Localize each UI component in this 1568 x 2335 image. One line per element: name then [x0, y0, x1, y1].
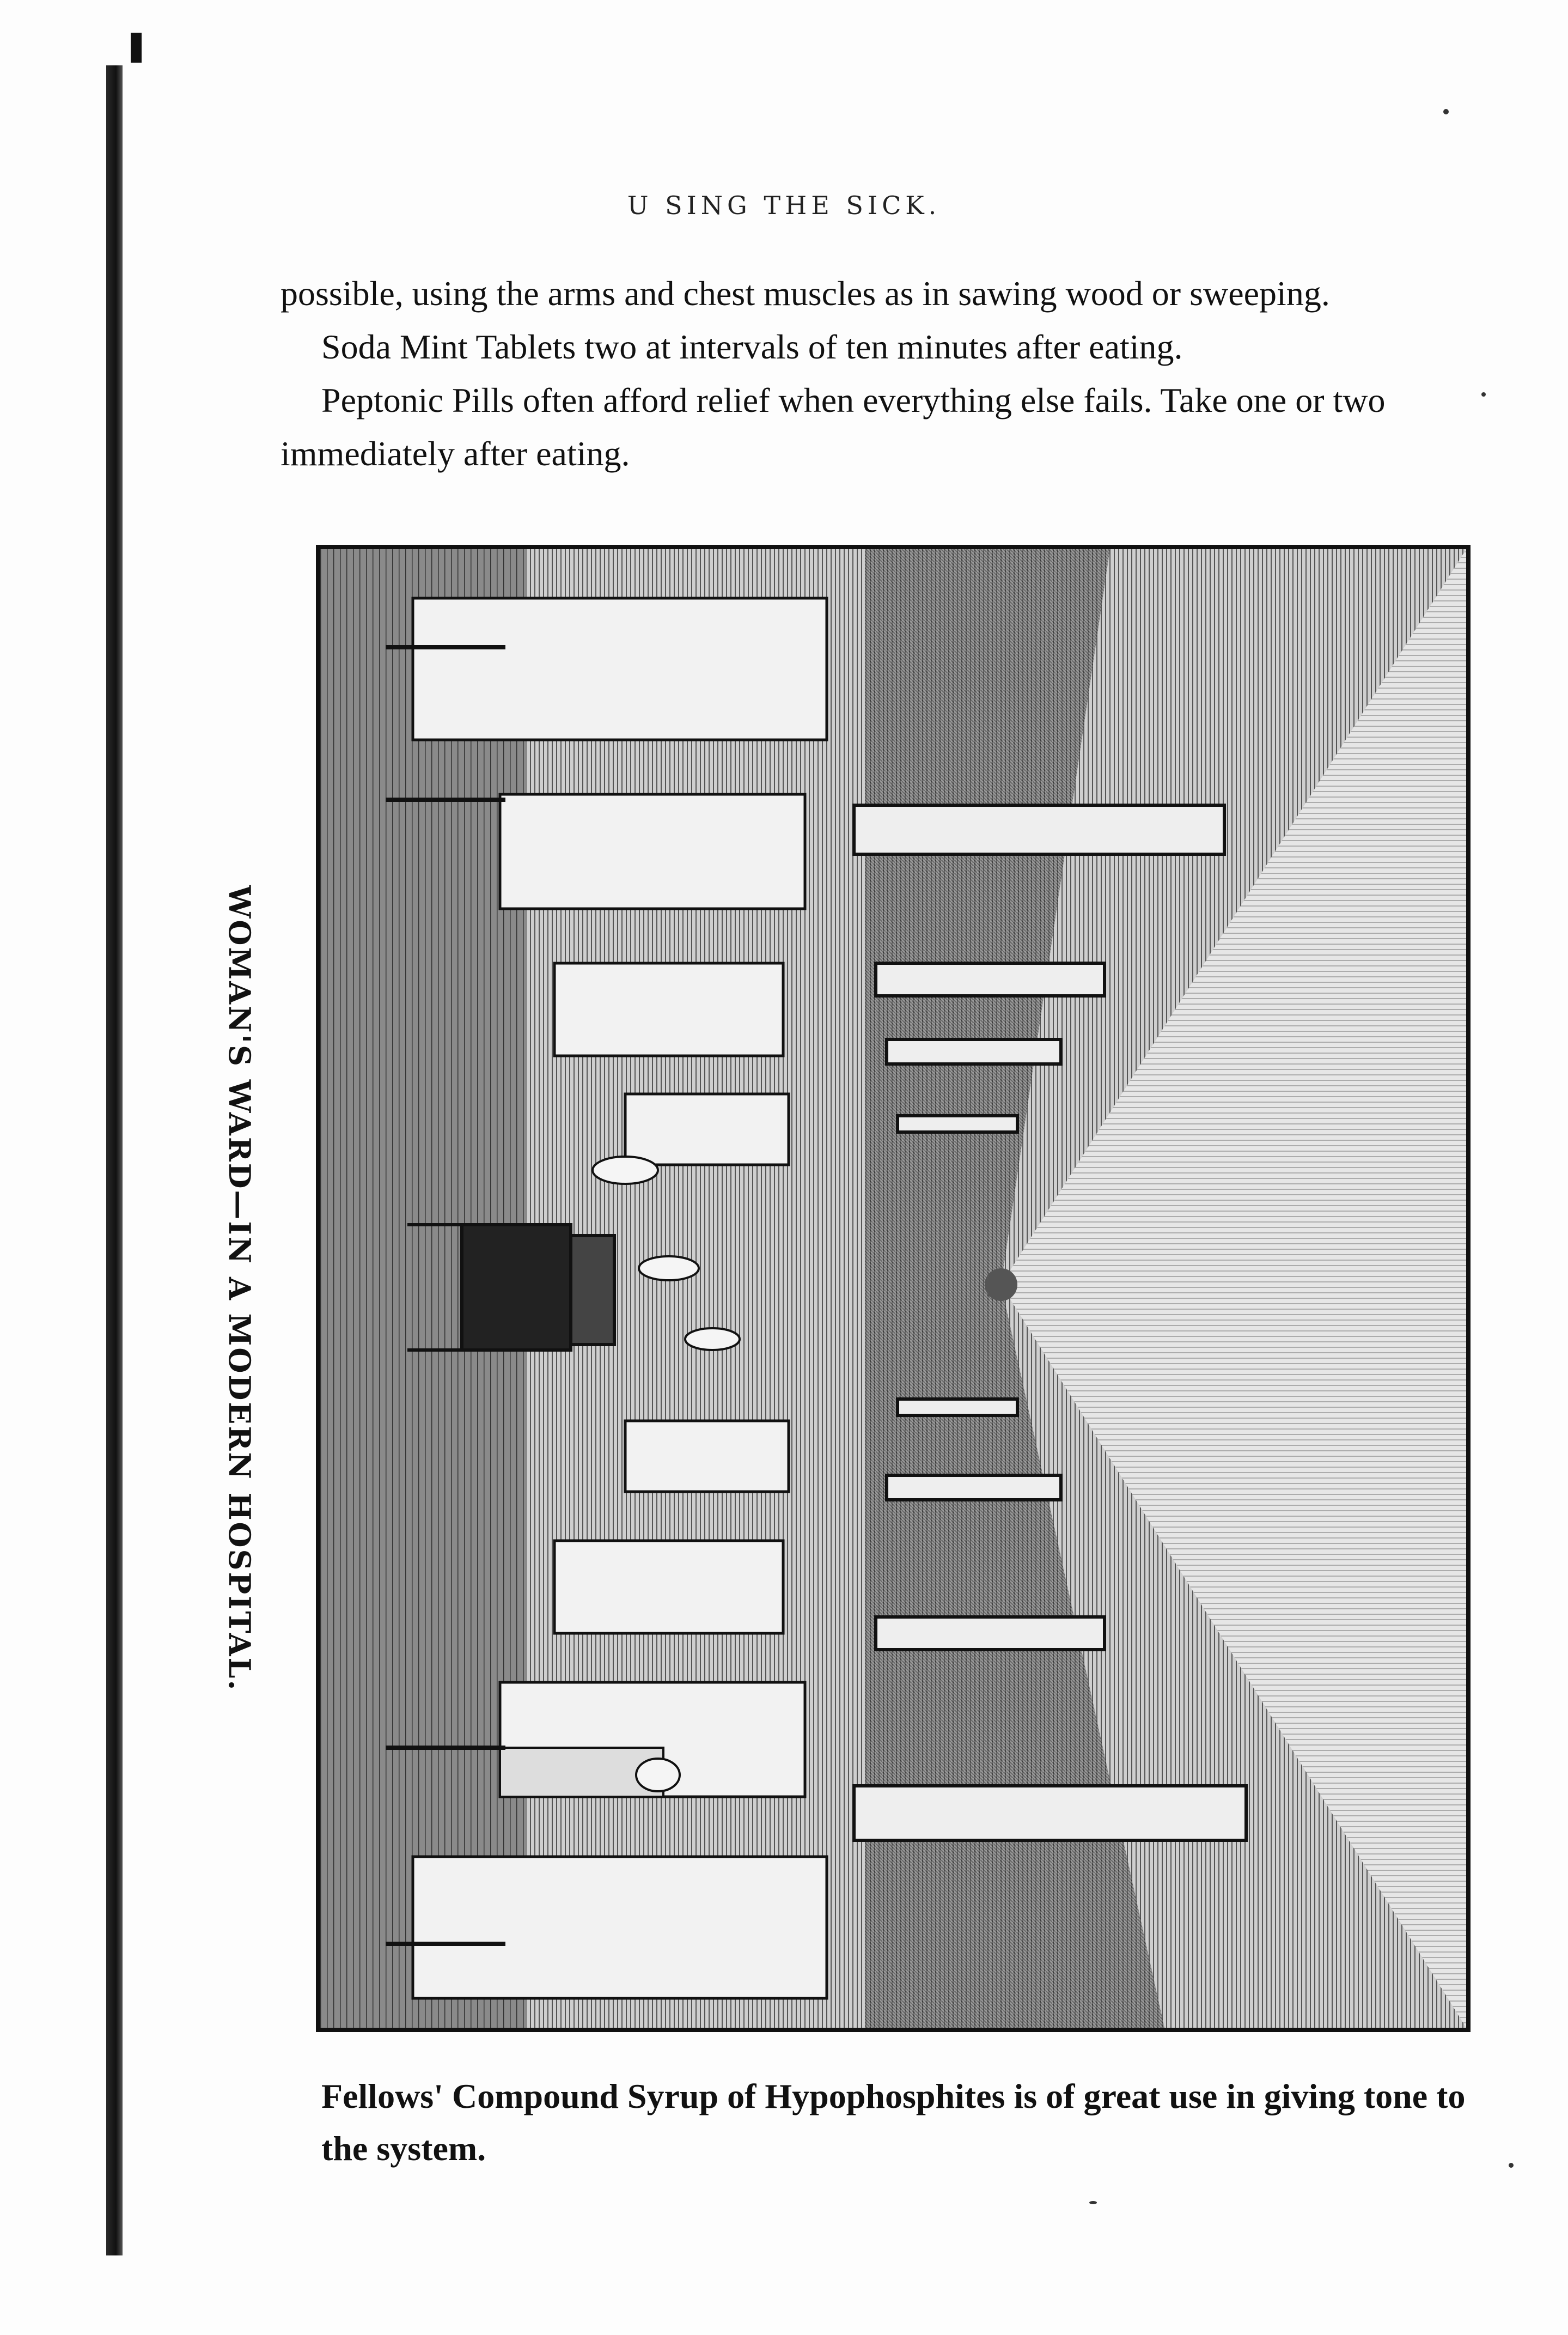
- paper-speck: [1509, 2163, 1514, 2168]
- closing-text: [321, 2070, 1498, 2175]
- hospital-ward-illustration: [316, 545, 1471, 2032]
- paragraph-fellows-syrup: Fellows' Compound Syrup of Hypophosphites is of great use in giving tone to the system.: [321, 2077, 1466, 2168]
- paragraph-soda-mint: Soda Mint Tablets two at intervals of ten minutes after eating.: [321, 327, 1183, 366]
- paragraph-peptonic-pills: Peptonic Pills often afford relief when everything else fails. Take one or two immediately after eating.: [280, 381, 1386, 473]
- ward-engraving: [320, 549, 1466, 2028]
- paper-speck: [1443, 109, 1449, 114]
- page-binding-edge: [106, 65, 123, 2255]
- paragraph-continuation: possible, using the arms and chest muscles as in sawing wood or sweeping.: [280, 274, 1330, 313]
- paper-speck: [1481, 392, 1486, 397]
- paper-speck: [1089, 2201, 1097, 2204]
- vanishing-point-plant: [985, 1268, 1017, 1301]
- running-head: U SING THE SICK.: [627, 191, 941, 220]
- binding-mark: [131, 33, 142, 63]
- body-text: [280, 267, 1435, 481]
- figure-caption-text: WOMAN'S WARD—IN A MODERN HOSPITAL.: [222, 885, 257, 1692]
